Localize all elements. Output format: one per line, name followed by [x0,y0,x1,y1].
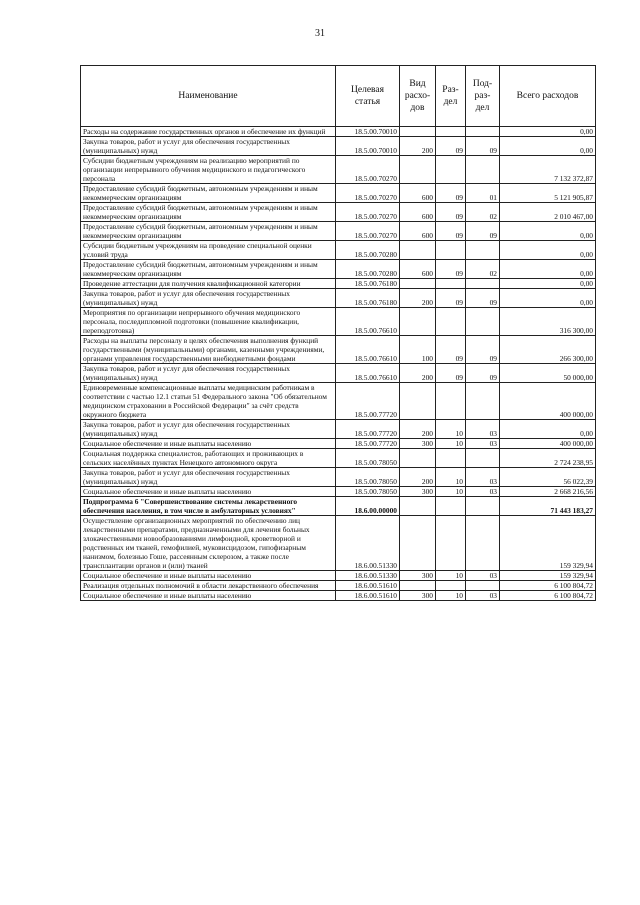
cell-podrazdel: 09 [466,222,500,241]
cell-podrazdel [466,449,500,468]
cell-podrazdel: 03 [466,571,500,581]
cell-razdel: 09 [436,137,466,156]
cell-vid [400,127,436,137]
cell-name: Социальное обеспечение и иные выплаты населению [81,487,336,497]
cell-code: 18.5.00.70010 [336,127,400,137]
cell-total: 0,00 [500,222,596,241]
table-row [81,127,596,137]
cell-podrazdel [466,241,500,260]
cell-code: 18.6.00.51610 [336,591,400,601]
cell-vid: 200 [400,289,436,308]
cell-vid: 300 [400,591,436,601]
cell-code: 18.6.00.51610 [336,581,400,591]
cell-name: Единовременные компенсационные выплаты медицинским работникам в соответствии с частью 12.1 статьи 51 Федерального закона "Об обязательном медицинском страховании в Российской Федерации" за счёт средств окружного бюджета [81,383,336,420]
cell-code: 18.5.00.77720 [336,420,400,439]
cell-podrazdel: 09 [466,336,500,364]
cell-vid: 300 [400,571,436,581]
cell-code: 18.5.00.70280 [336,241,400,260]
cell-total: 159 329,94 [500,571,596,581]
cell-podrazdel [466,383,500,420]
cell-total: 0,00 [500,137,596,156]
table-row [81,137,596,156]
cell-code: 18.5.00.70010 [336,137,400,156]
cell-code: 18.5.00.70280 [336,260,400,279]
cell-total: 0,00 [500,289,596,308]
cell-razdel [436,449,466,468]
cell-razdel [436,383,466,420]
cell-vid [400,449,436,468]
cell-name: Мероприятия по организации непрерывного обучения медицинского персонала, последипломной подготовки (повышение квалификации, переподготовка) [81,308,336,336]
cell-podrazdel: 01 [466,184,500,203]
header-razdel: Раз-дел [436,66,466,127]
cell-vid: 300 [400,439,436,449]
cell-name: Закупка товаров, работ и услуг для обеспечения государственных (муниципальных) нужд [81,137,336,156]
cell-razdel [436,279,466,289]
cell-total: 71 443 183,27 [500,497,596,516]
cell-code: 18.5.00.70270 [336,156,400,184]
cell-podrazdel [466,497,500,516]
cell-name: Закупка товаров, работ и услуг для обеспечения государственных (муниципальных) нужд [81,364,336,383]
cell-razdel [436,156,466,184]
cell-podrazdel [466,308,500,336]
cell-name: Расходы на содержание государственных органов и обеспечение их функций [81,127,336,137]
cell-total: 0,00 [500,241,596,260]
cell-name: Социальная поддержка специалистов, работающих и проживающих в сельских населённых пунктах Ненецкого автономного округа [81,449,336,468]
cell-razdel: 09 [436,336,466,364]
cell-name: Социальное обеспечение и иные выплаты населению [81,439,336,449]
cell-vid [400,581,436,591]
cell-name: Закупка товаров, работ и услуг для обеспечения государственных (муниципальных) нужд [81,289,336,308]
cell-razdel: 09 [436,184,466,203]
cell-podrazdel [466,279,500,289]
table-row [81,571,596,581]
table-row [81,308,596,336]
cell-name: Социальное обеспечение и иные выплаты населению [81,571,336,581]
table-row [81,581,596,591]
cell-code: 18.5.00.77720 [336,383,400,420]
cell-vid: 200 [400,364,436,383]
cell-razdel [436,127,466,137]
cell-code: 18.6.00.51330 [336,571,400,581]
cell-vid: 200 [400,137,436,156]
table-row [81,468,596,487]
header-total: Всего расходов [500,66,596,127]
cell-vid: 600 [400,184,436,203]
cell-vid [400,241,436,260]
table-row [81,487,596,497]
cell-name: Предоставление субсидий бюджетным, автономным учреждениям и иным некоммерческим организациям [81,260,336,279]
header-name: Наименование [81,66,336,127]
cell-podrazdel: 03 [466,591,500,601]
cell-razdel [436,581,466,591]
cell-name: Предоставление субсидий бюджетным, автономным учреждениям и иным некоммерческим организациям [81,184,336,203]
cell-total: 6 100 804,72 [500,581,596,591]
cell-podrazdel [466,127,500,137]
cell-razdel: 10 [436,571,466,581]
cell-vid: 200 [400,468,436,487]
table-row [81,383,596,420]
cell-name: Подпрограмма 6 "Совершенствование системы лекарственного обеспечения населения, в том числе в амбулаторных условиях" [81,497,336,516]
cell-vid [400,516,436,571]
cell-vid [400,156,436,184]
cell-code: 18.5.00.76610 [336,336,400,364]
cell-name: Реализация отдельных полномочий в области лекарственного обеспечения [81,581,336,591]
cell-vid: 600 [400,203,436,222]
cell-podrazdel: 03 [466,439,500,449]
cell-razdel [436,308,466,336]
table-row [81,289,596,308]
cell-total: 7 132 372,87 [500,156,596,184]
cell-podrazdel [466,581,500,591]
cell-razdel: 10 [436,487,466,497]
table-row [81,184,596,203]
cell-total: 0,00 [500,127,596,137]
cell-podrazdel [466,156,500,184]
table-row [81,449,596,468]
page-number: 31 [315,28,325,39]
cell-podrazdel: 03 [466,487,500,497]
cell-vid: 300 [400,487,436,497]
table-row [81,260,596,279]
header-podrazdel: Под-раз-дел [466,66,500,127]
cell-total: 0,00 [500,279,596,289]
cell-razdel [436,497,466,516]
cell-total: 159 329,94 [500,516,596,571]
cell-razdel: 10 [436,420,466,439]
cell-total: 2 010 467,00 [500,203,596,222]
table-row [81,497,596,516]
cell-razdel: 09 [436,364,466,383]
cell-razdel: 10 [436,591,466,601]
cell-name: Осуществление организационных мероприятий по обеспечению лиц лекарственными препаратами, предназначенными для лечения больных злокачественными новообразованиями лимфоидной, кроветворной и родственных им тканей, гемофилией, муковисцидозом, гипофизарным нанизмом, болезнью Гоше, рассеянным склерозом, а также после трансплантации органов и (или) тканей [81,516,336,571]
cell-code: 18.5.00.70270 [336,184,400,203]
cell-name: Социальное обеспечение и иные выплаты населению [81,591,336,601]
cell-vid: 600 [400,222,436,241]
cell-total: 56 022,39 [500,468,596,487]
table-row [81,420,596,439]
cell-code: 18.5.00.76610 [336,364,400,383]
cell-total: 266 300,00 [500,336,596,364]
cell-total: 2 668 216,56 [500,487,596,497]
cell-podrazdel: 09 [466,289,500,308]
cell-razdel [436,516,466,571]
cell-razdel: 09 [436,260,466,279]
cell-podrazdel [466,516,500,571]
table-row [81,241,596,260]
table-row [81,156,596,184]
cell-code: 18.6.00.51330 [336,516,400,571]
table-row [81,222,596,241]
table-row [81,279,596,289]
cell-razdel: 09 [436,203,466,222]
cell-total: 50 000,00 [500,364,596,383]
cell-razdel: 10 [436,468,466,487]
cell-podrazdel: 03 [466,468,500,487]
table-row [81,516,596,571]
cell-name: Закупка товаров, работ и услуг для обеспечения государственных (муниципальных) нужд [81,468,336,487]
cell-razdel: 09 [436,222,466,241]
table-row [81,203,596,222]
cell-code: 18.5.00.78050 [336,468,400,487]
cell-total: 400 000,00 [500,383,596,420]
cell-vid: 600 [400,260,436,279]
table-row [81,439,596,449]
cell-code: 18.5.00.76180 [336,289,400,308]
cell-name: Расходы на выплаты персоналу в целях обеспечения выполнения функций государственными (муниципальными) органами, казенными учреждениями, органами управления государственными внебюджетными фондами [81,336,336,364]
cell-total: 316 300,00 [500,308,596,336]
cell-code: 18.5.00.77720 [336,439,400,449]
cell-code: 18.5.00.70270 [336,222,400,241]
cell-vid [400,383,436,420]
cell-razdel [436,241,466,260]
cell-name: Предоставление субсидий бюджетным, автономным учреждениям и иным некоммерческим организациям [81,203,336,222]
cell-podrazdel: 02 [466,260,500,279]
cell-code: 18.5.00.76610 [336,308,400,336]
cell-razdel: 09 [436,289,466,308]
cell-podrazdel: 02 [466,203,500,222]
table-row [81,364,596,383]
cell-vid [400,497,436,516]
cell-vid: 100 [400,336,436,364]
cell-name: Закупка товаров, работ и услуг для обеспечения государственных (муниципальных) нужд [81,420,336,439]
cell-name: Предоставление субсидий бюджетным, автономным учреждениям и иным некоммерческим организациям [81,222,336,241]
cell-total: 400 000,00 [500,439,596,449]
cell-vid [400,308,436,336]
cell-name: Проведение аттестации для получения квалификационной категории [81,279,336,289]
header-vid: Вид расхо-дов [400,66,436,127]
cell-podrazdel: 09 [466,137,500,156]
cell-total: 0,00 [500,420,596,439]
cell-total: 6 100 804,72 [500,591,596,601]
cell-code: 18.6.00.00000 [336,497,400,516]
table-header-row [81,66,596,127]
cell-total: 0,00 [500,260,596,279]
cell-vid [400,279,436,289]
table-body [81,127,596,601]
cell-vid: 200 [400,420,436,439]
cell-podrazdel: 03 [466,420,500,439]
table-row [81,591,596,601]
cell-code: 18.5.00.78050 [336,449,400,468]
cell-code: 18.5.00.70270 [336,203,400,222]
cell-code: 18.5.00.76180 [336,279,400,289]
cell-name: Субсидии бюджетным учреждениям на проведение специальной оценки условий труда [81,241,336,260]
cell-total: 5 121 905,87 [500,184,596,203]
header-code: Целевая статья [336,66,400,127]
cell-code: 18.5.00.78050 [336,487,400,497]
cell-razdel: 10 [436,439,466,449]
cell-name: Субсидии бюджетным учреждениям на реализацию мероприятий по организации непрерывного обучения медицинского и педагогического персонала [81,156,336,184]
cell-podrazdel: 09 [466,364,500,383]
cell-total: 2 724 238,95 [500,449,596,468]
budget-table [80,65,596,601]
table-row [81,336,596,364]
